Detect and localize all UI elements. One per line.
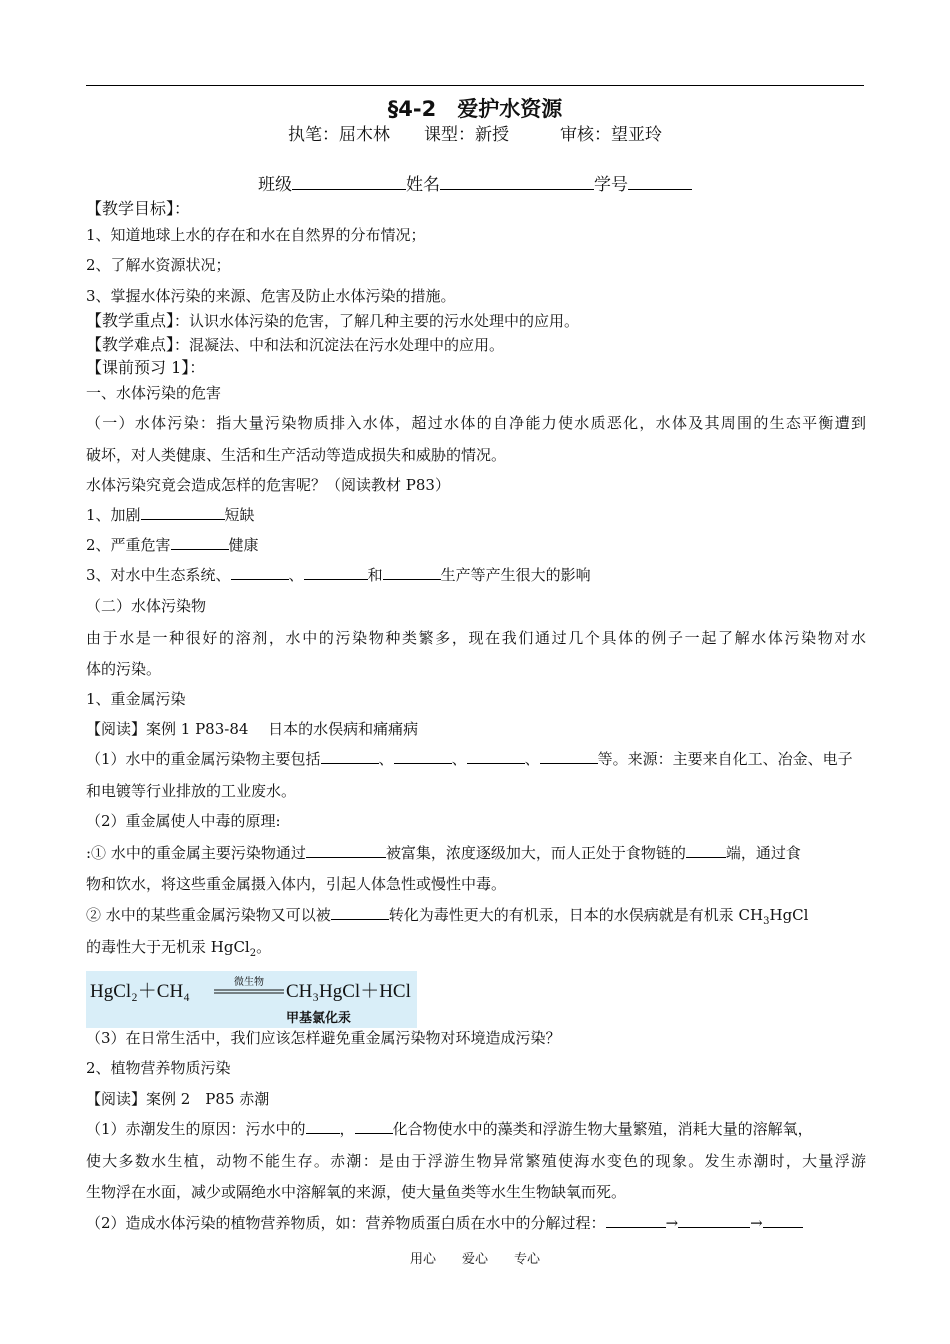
- heavy-metal-q1: [86, 749, 866, 769]
- red-tide-q1-line3: 生物浮在水面，减少或隔绝水中溶解氧的来源，使大量鱼类等水生生物缺氧而死。: [86, 1183, 627, 1201]
- red-tide-q1-line2: 使大多数水生植，动物不能生存。赤潮：是由于浮游生物异常繁殖使海水变色的现象。发生赤潮时，大量浮游: [86, 1152, 866, 1170]
- text: 、: [378, 750, 394, 768]
- difficulty: [86, 335, 866, 355]
- preview-heading: 【课前预习 1】：: [86, 358, 206, 377]
- text: 。: [256, 938, 272, 956]
- red-tide-q1: [86, 1119, 866, 1139]
- fill-blank[interactable]: [383, 565, 441, 580]
- authors-line: 执笔：屈木林 课型：新授 审核：望亚玲: [288, 125, 662, 145]
- text: （1）水中的重金属污染物主要包括: [86, 750, 321, 768]
- text: ，: [339, 1120, 355, 1138]
- reading-case-1: 【阅读】案例 1 P83-84 日本的水俣病和痛痛病: [86, 720, 419, 738]
- reading-case-2: 【阅读】案例 2 P85 赤潮: [86, 1090, 270, 1108]
- text: 等。来源：主要来自化工、冶金、电子: [597, 750, 853, 768]
- name-blank[interactable]: [440, 175, 594, 190]
- fill-blank[interactable]: [231, 565, 289, 580]
- student-info-line: [0, 174, 950, 196]
- key-point: [86, 311, 866, 331]
- arrow-icon: →: [665, 1214, 679, 1232]
- harm-item-1: [86, 505, 866, 525]
- fill-blank[interactable]: [394, 749, 452, 764]
- class-label: 班级: [258, 175, 292, 195]
- subscript: 2: [249, 948, 257, 959]
- heavy-metal-q1-line2: 和电镀等行业排放的工业废水。: [86, 782, 297, 800]
- heavy-metal-q2b: [86, 905, 866, 932]
- text: 、: [288, 566, 304, 584]
- class-blank[interactable]: [292, 175, 406, 190]
- pollution-definition-line2: 破坏，对人类健康、生活和生产活动等造成损失和威胁的情况。: [86, 446, 507, 464]
- text: 端，通过食: [725, 844, 801, 862]
- subscript: 3: [763, 916, 770, 927]
- text: ② 水中的某些重金属污染物又可以被: [86, 906, 331, 924]
- fill-blank[interactable]: [763, 1213, 803, 1228]
- pollution-definition-line1: （一）水体污染：指大量污染物质排入水体，超过水体的自净能力使水质恶化，水体及其周围的生态平衡遭到: [86, 414, 866, 432]
- text: HgCl: [769, 906, 809, 924]
- fill-blank[interactable]: [467, 749, 525, 764]
- heavy-metal-q2a: [86, 843, 866, 863]
- fill-blank[interactable]: [141, 505, 225, 520]
- pollutants-intro-line1: 由于水是一种很好的溶剂，水中的污染物种类繁多，现在我们通过几个具体的例子一起了解水体污染物对水: [86, 629, 866, 647]
- text: 、: [524, 750, 540, 768]
- header-rule: [86, 85, 864, 86]
- fill-blank[interactable]: [306, 843, 386, 858]
- heavy-metal-q2b-line2: [86, 937, 866, 964]
- text: 3、对水中生态系统、: [86, 566, 231, 584]
- objectives-heading: 【教学目标】：: [86, 199, 191, 218]
- fill-blank[interactable]: [540, 749, 598, 764]
- nutrient-title: 2、植物营养物质污染: [86, 1059, 231, 1077]
- fill-blank[interactable]: [678, 1213, 750, 1228]
- text: 被富集，浓度逐级加大，而人正处于食物链的: [385, 844, 686, 862]
- difficulty-text: ：混凝法、中和法和沉淀法在污水处理中的应用。: [174, 336, 505, 354]
- page-footer: 用心 爱心 专心: [409, 1252, 540, 1267]
- fill-blank[interactable]: [355, 1119, 393, 1134]
- heavy-metal-q2a-line2: 物和饮水，将这些重金属摄入体内，引起人体急性或慢性中毒。: [86, 875, 507, 893]
- fill-blank[interactable]: [606, 1213, 666, 1228]
- fill-blank[interactable]: [331, 905, 389, 920]
- heavy-metal-q3: （3）在日常生活中，我们应该怎样避免重金属污染物对环境造成污染？: [86, 1029, 561, 1047]
- red-tide-q2: [86, 1213, 866, 1233]
- objective-item: 1、知道地球上水的存在和水在自然界的分布情况；: [86, 226, 426, 244]
- text: :① 水中的重金属主要污染物通过: [86, 844, 306, 862]
- text: 短缺: [224, 506, 255, 524]
- fill-blank[interactable]: [321, 749, 379, 764]
- section1-title: 一、水体污染的危害: [86, 384, 222, 402]
- pollutants-intro-line2: 体的污染。: [86, 660, 162, 678]
- objective-item: 2、了解水资源状况；: [86, 256, 231, 274]
- formula-catalyst: 微生物: [234, 977, 264, 988]
- formula-left: HgCl₂＋CH₄: [90, 981, 190, 1002]
- arrow-icon: →: [750, 1214, 763, 1232]
- fill-blank[interactable]: [306, 1119, 340, 1134]
- page-title: §4-2 爱护水资源: [387, 97, 563, 121]
- text: 1、加剧: [86, 506, 141, 524]
- fill-blank[interactable]: [304, 565, 368, 580]
- key-point-text: ：认识水体污染的危害，了解几种主要的污水处理中的应用。: [174, 312, 580, 330]
- heavy-metal-q2: （2）重金属使人中毒的原理:: [86, 812, 281, 830]
- formula-right: CH₃HgCl＋HCl: [286, 981, 411, 1002]
- text: 2、严重危害: [86, 536, 171, 554]
- text: （1）赤潮发生的原因：污水中的: [86, 1120, 306, 1138]
- harm-item-3: [86, 565, 866, 585]
- text: 健康: [228, 536, 259, 554]
- objective-item: 3、掌握水体污染的来源、危害及防止水体污染的措施。: [86, 287, 456, 305]
- number-label: 学号: [594, 175, 628, 195]
- number-blank[interactable]: [628, 175, 692, 190]
- methylmercury-formula-image: [86, 971, 417, 1028]
- harm-item-2: [86, 535, 866, 555]
- text: 和: [367, 566, 383, 584]
- text: 生产等产生很大的影响: [440, 566, 591, 584]
- difficulty-label: 【教学难点】: [86, 335, 175, 354]
- text: 化合物使水中的藻类和浮游生物大量繁殖，消耗大量的溶解氧，: [392, 1120, 813, 1138]
- fill-blank[interactable]: [171, 535, 229, 550]
- section2-title: （二）水体污染物: [86, 597, 207, 615]
- heavy-metal-title: 1、重金属污染: [86, 690, 186, 708]
- text: （2）造成水体污染的植物营养物质，如：营养物质蛋白质在水中的分解过程：: [86, 1214, 606, 1232]
- name-label: 姓名: [406, 175, 440, 195]
- harm-question: 水体污染究竟会造成怎样的危害呢？（阅读教材 P83）: [86, 476, 450, 494]
- text: 的毒性大于无机汞 HgCl: [86, 938, 250, 956]
- key-point-label: 【教学重点】: [86, 311, 175, 330]
- text: 、: [451, 750, 467, 768]
- text: 转化为毒性更大的有机汞，日本的水俣病就是有机汞 CH: [388, 906, 764, 924]
- fill-blank[interactable]: [686, 843, 726, 858]
- formula-caption: 甲基氯化汞: [286, 1011, 352, 1026]
